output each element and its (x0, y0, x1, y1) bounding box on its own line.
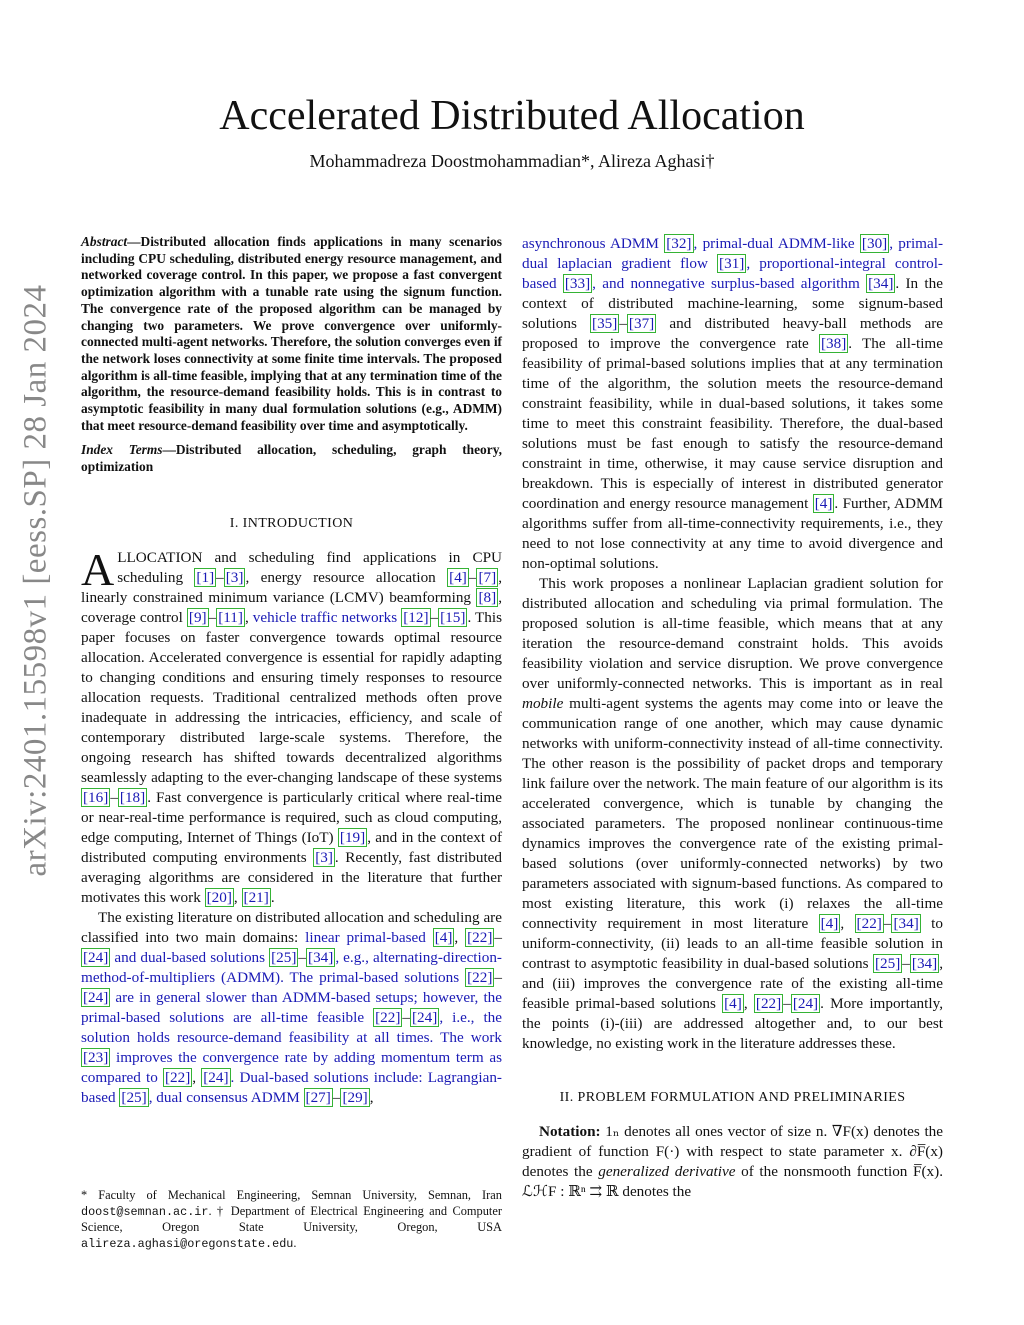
citation-link[interactable]: [38] (820, 335, 847, 352)
section-heading-problem-formulation: II. PROBLEM FORMULATION AND PRELIMINARIES (559, 1090, 906, 1105)
intro-paragraph-1: ALLOCATION and scheduling find applications in CPU scheduling [1] – [3] , energy resource allocation [4] – [7] , linearly constrained minimum variance (LCMV) beamforming [8] , coverage control [9] – [11] , vehicle traffic networks [12] – [15] . This paper focuses on faster convergence towards optimal resource allocation. Accelerated convergence is essential for rapidly adapting to changing conditions and ensuring timely responses to resource allocation requests. Traditional centralized methods often prove inadequate in addressing the intricacies, efficiency, and scale of contemporary distributed large-scale systems. Therefore, the ongoing research has shifted towards decentralized algorithms seamlessly adapting to the ever-changing landscape of these systems [16] – [18] . Fast convergence is particularly critical where real-time or near-real-time performance is required, such as cloud computing, edge computing, Internet of Things (IoT) [19] , and in the context of distributed computing environments [3] . Recently, fast distributed averaging algorithms are considered in the literature that further motivates this work [20] , [21] . (81, 543, 502, 906)
text-run: . The all-time feasibility of primal-based solutions implies that at any termination time of the algorithm, the solution meets the resource-demand constraint feasibility, while in dual-based solutions, it takes some time to meet this constraint feasibility. Therefore, the dual-based solutions must be fast enough to satisfy the resource-demand constraint in time, otherwise, it may cause service disruption and breakdown. This is especially of interest in distributed generator coordination and energy resource management (522, 335, 943, 512)
text-run: LLOCATION and scheduling find applications in CPU scheduling (117, 548, 502, 586)
citation-link[interactable]: [24] (83, 948, 109, 966)
citation-link[interactable]: [11] (218, 608, 243, 626)
citation-link[interactable]: [15] (440, 608, 466, 626)
citation-link[interactable]: [22] (467, 928, 493, 946)
emphasis-text: generalized derivative (598, 1163, 736, 1180)
index-terms-text: —Distributed allocation, scheduling, graph theory, optimization (81, 442, 502, 475)
email-link[interactable]: alireza.aghasi@oregonstate.edu (81, 1236, 294, 1251)
citation-link[interactable]: [1] (196, 568, 215, 586)
highlighted-text: , primal-dual ADMM-like (693, 235, 860, 252)
author-footnote (81, 1188, 502, 1252)
index-terms-label: Index Terms (81, 442, 163, 458)
text-run: – (110, 788, 118, 806)
citation-link[interactable]: [24] (203, 1068, 229, 1086)
citation-link[interactable]: [9] (188, 608, 207, 626)
citation-link[interactable]: [34] (893, 915, 919, 932)
citation-link[interactable]: [22] (164, 1068, 191, 1086)
text-run: . Further, ADMM algorithms suffer from all-time-connectivity requirements, i.e., they need to not lose connectivity at any time to avoid divergence and non-optimal solutions. (522, 495, 943, 572)
arxiv-identifier: arXiv:2401.15598v1 [eess.SP] 28 Jan 2024 (17, 284, 54, 876)
abstract-text: —Distributed allocation finds applications in many scenarios including CPU scheduling, distributed energy resource management, and networked coverage control. In this paper, we propose a fast convergent optimization algorithm with a tunable rate using the signum function. The convergence rate of the proposed algorithm can be managed by changing two parameters. We prove convergence over uniformly-connected multi-agent networks. Therefore, the solution converges even if the network loses connectivity at some finite time intervals. The proposed algorithm is all-time feasible, implying that at any termination time of the algorithm, the resource-demand feasibility holds. This is in contrast to asymptotic feasibility in many dual formulation solutions (e.g., ADMM) that meet resource-demand feasibility over time and asymptotically. (81, 234, 502, 433)
text-run: – (216, 568, 224, 586)
citation-link[interactable]: [23] (83, 1048, 109, 1066)
text-run: – (902, 955, 910, 972)
highlighted-text: , dual consensus ADMM (148, 1088, 304, 1106)
text-run: . This paper focuses on faster convergence towards optimal resource allocation. Accelerated convergence is essential for rapidly adapting to changing conditions and ensuring timely responses to resource allocation requests. Traditional centralized methods often prove inadequate in addressing the intricacies, efficiency, and scale of contemporary distributed large-scale systems. Therefore, the ongoing research has shifted towards decentralized algorithms seamlessly adapting to the ever-changing landscape of these systems (81, 608, 502, 786)
text-run: – (430, 608, 439, 626)
highlighted-text: are in general slower than ADMM-based setups; however, the primal-based solutions are all-time feasible (81, 988, 502, 1026)
text-run: and distributed heavy-ball methods are proposed to improve the convergence rate (522, 315, 943, 352)
citation-link[interactable]: [25] (874, 955, 901, 972)
intro-paragraph-2: The existing literature on distributed allocation and scheduling are classified into two main domains: linear primal-based [4] , [22] –[24] and dual-based solutions [25] – [34] , e.g., alternating-direction-method-of-multipliers (ADMM). The primal-based solutions [22] –[24] are in general slower than ADMM-based setups; however, the primal-based solutions are all-time feasible [22] – [24] , i.e., the solution holds resource-demand feasibility at all times. The work [23] improves the convergence rate by adding momentum term as compared to [22] , [24] . Dual-based solutions include: Lagrangian-based [25] , dual consensus ADMM [27] – [29] , (81, 908, 502, 1106)
footnote-text: * Faculty of Mechanical Engineering, Semnan University, Semnan, Iran (81, 1188, 502, 1202)
abstract (81, 234, 502, 434)
citation-link[interactable]: [24] (83, 988, 109, 1006)
section-heading-introduction: I. INTRODUCTION (229, 515, 354, 531)
author-line: Mohammadreza Doostmohammadian*, Alireza Aghasi† (309, 151, 715, 171)
notation-label: Notation: (539, 1123, 601, 1140)
citation-link[interactable]: [4] (449, 568, 467, 586)
highlighted-text: and dual-based solutions (110, 948, 270, 966)
abstract-label: Abstract (81, 234, 128, 249)
citation-link[interactable]: [4] (814, 495, 833, 512)
text-run: of the nonsmooth function F̅(x). ℒℋF : ℝⁿ ⇉ ℝ denotes the (522, 1163, 944, 1200)
text-run: . (270, 888, 275, 906)
citation-link[interactable]: [3] (315, 848, 333, 866)
text-run: – (402, 1008, 410, 1026)
text-run: – (783, 995, 791, 1012)
highlighted-text: , and nonnegative surplus-based algorithm (592, 275, 867, 292)
footnote-text: . † Department of Electrical Engineering and Computer Science, Oregon State University, Oregon, USA (81, 1203, 502, 1234)
intro-paragraph-3 (522, 234, 943, 574)
citation-link[interactable]: [8] (478, 588, 497, 606)
citation-link[interactable]: [7] (478, 568, 497, 586)
citation-link[interactable]: [34] (911, 955, 938, 972)
text-run: . More importantly, the points (i)-(iii) are addressed altogether and, to our best knowledge, no existing work in the literature addresses these. (522, 995, 943, 1052)
text-run: multi-agent systems the agents may come into or leave the communication range of one another, which may cause dynamic networks with uniform-connectivity instead of all-time connectivity. The other reason is the possibility of packet drops and temporary link failure over the network. The main feature of our algorithm is its accelerated convergence, which is tunable by changing the associated parameters. The proposed nonlinear continuous-time dynamics improves the convergence rate of the existing primal-based solutions (over uniformly-connected networks) by two parameters associated with signum-based functions. As compared to most existing literature, this work (i) relaxes the all-time connectivity requirement in most literature (522, 695, 943, 932)
text-run: – (494, 968, 502, 986)
text-run: . Recently, fast distributed averaging algorithms are considered in the literature that further motivates this work (81, 848, 502, 906)
highlighted-text: , e.g., alternating-direction-method-of-multipliers (ADMM). The primal-based solutions (81, 948, 502, 986)
right-column (522, 234, 943, 1202)
highlighted-text: , primal-dual laplacian gradient flow (522, 235, 944, 272)
citation-link[interactable]: [31] (719, 255, 745, 272)
text-run: – (883, 915, 892, 932)
citation-link[interactable]: [4] (434, 928, 453, 946)
text-run: to uniform-connectivity, (ii) leads to an all-time feasible solution in contrast to asymptotic feasibility in dual-based solutions (522, 915, 943, 972)
highlighted-text: asynchronous ADMM (522, 235, 665, 252)
citation-link[interactable]: [32] (666, 235, 692, 252)
paper-title: Accelerated Distributed Allocation (219, 93, 805, 139)
text-run: – (494, 928, 502, 946)
footnote-text: . (293, 1235, 297, 1250)
citation-link[interactable]: [25] (271, 948, 297, 966)
highlighted-text: , proportional-integral control-based (522, 255, 943, 292)
intro-paragraph-4: This work proposes a nonlinear Laplacian gradient solution for distributed allocation and scheduling via primal formulation. The proposed solution is all-time feasible, which means that at any iteration the resource-demand constraint holds. This avoids feasibility violation and service disruption. We prove convergence over uniformly-connected networks. This is important as in real mobile multi-agent systems the agents may come into or leave the communication range of one another, which may cause dynamic networks with uniform-connectivity instead of all-time connectivity. The other reason is the possibility of packet drops and temporary link failure over the network. The main feature of our algorithm is its accelerated convergence, which is tunable by changing the associated parameters. The proposed nonlinear continuous-time dynamics improves the convergence rate of the existing primal-based solutions (over uniformly-connected networks) by two parameters associated with signum-based functions. As compared to most existing literature, this work (i) relaxes the all-time connectivity requirement in most literature [4] , [22] – [34] to uniform-connectivity, (ii) leads to an all-time feasible solution in contrast to asymptotic feasibility in dual-based solutions [25] – [34] , and (iii) improves the convergence rate of the existing all-time feasible primal-based solutions [4] , [22] – [24] . More importantly, the points (i)-(iii) are addressed altogether and, to our best knowledge, no existing work in the literature addresses these. (522, 575, 943, 1052)
citation-link[interactable]: [3] (225, 568, 244, 586)
citation-link[interactable]: [34] (868, 275, 894, 292)
text-run: – (208, 608, 217, 626)
emphasis-text: mobile (522, 695, 564, 712)
text-run: , coverage control (81, 588, 502, 626)
citation-link[interactable]: [22] (856, 915, 882, 932)
citation-link[interactable]: [24] (792, 995, 819, 1012)
text-run: . In the context of distributed machine-learning, some signum-based solutions (522, 275, 943, 332)
citation-link[interactable]: [20] (206, 888, 232, 906)
text-run: , and in the context of distributed computing environments (81, 828, 502, 866)
email-link[interactable]: doost@semnan.ac.ir (81, 1204, 209, 1219)
text-run: , and (iii) improves the convergence rate of the existing all-time feasible primal-based solutions (522, 955, 943, 1012)
citation-link[interactable]: [24] (412, 1008, 438, 1026)
text-run: , (369, 1088, 374, 1106)
citation-link[interactable]: [25] (121, 1088, 147, 1106)
citation-link[interactable]: [21] (243, 888, 269, 906)
text-run: – (298, 948, 307, 966)
citation-link[interactable]: [4] (724, 995, 742, 1012)
citation-link[interactable]: [22] (375, 1008, 401, 1026)
text-run: – (468, 568, 477, 586)
text-run: 1ₙ denotes all ones vector of size n. ∇F(x) denotes the gradient of function F(·) with respect to state parameter x. ∂F̅(x) denotes the (522, 1123, 943, 1180)
citation-link[interactable]: [4] (820, 915, 839, 932)
text-run: , linearly constrained minimum variance (LCMV) beamforming (81, 568, 502, 606)
text-run: The existing literature on distributed allocation and scheduling are classified into two main domains: (81, 908, 502, 946)
highlighted-text: , i.e., the solution holds resource-demand feasibility at all times. The work (81, 1008, 502, 1046)
citation-link[interactable]: [37] (628, 315, 655, 332)
text-run: This work proposes a nonlinear Laplacian gradient solution for distributed allocation and scheduling via primal formulation. The proposed solution is all-time feasible, which means that at any iteration the resource-demand constraint holds. This avoids feasibility violation and service disruption. We prove convergence over uniformly-connected networks. This is important as in real (522, 575, 943, 692)
citation-link[interactable]: [22] (467, 968, 493, 986)
citation-link[interactable]: [12] (403, 608, 429, 626)
citation-link[interactable]: [34] (308, 948, 334, 966)
citation-link[interactable]: [16] (83, 788, 109, 806)
highlighted-text: improves the convergence rate by adding momentum term as compared to (81, 1048, 502, 1086)
text-run: . Fast convergence is particularly critical where real-time or near-real-time performance is required, such as cloud computing, edge computing, Internet of Things (IoT) (81, 788, 502, 846)
citation-link[interactable]: [22] (755, 995, 782, 1012)
citation-link[interactable]: [29] (342, 1088, 368, 1106)
text-run: – (619, 315, 627, 332)
index-terms (81, 442, 502, 475)
citation-link[interactable]: [27] (305, 1088, 331, 1106)
citation-link[interactable]: [33] (564, 275, 591, 292)
citation-link[interactable]: [18] (119, 788, 146, 806)
text-run: – (332, 1088, 341, 1106)
drop-cap: A (81, 543, 115, 595)
highlighted-text: linear primal-based (305, 928, 433, 946)
citation-link[interactable]: [19] (339, 828, 366, 846)
citation-link[interactable]: [30] (861, 235, 888, 252)
highlighted-text: . Dual-based solutions include: Lagrangian-based (81, 1068, 502, 1106)
text-run: , (244, 608, 253, 626)
arxiv-sidebar-stamp (6, 180, 66, 980)
highlighted-text: vehicle traffic networks (252, 608, 402, 626)
text-run: , energy resource allocation (245, 568, 448, 586)
notation-paragraph (522, 1122, 943, 1202)
citation-link[interactable]: [35] (592, 315, 618, 332)
left-column (81, 234, 502, 1108)
